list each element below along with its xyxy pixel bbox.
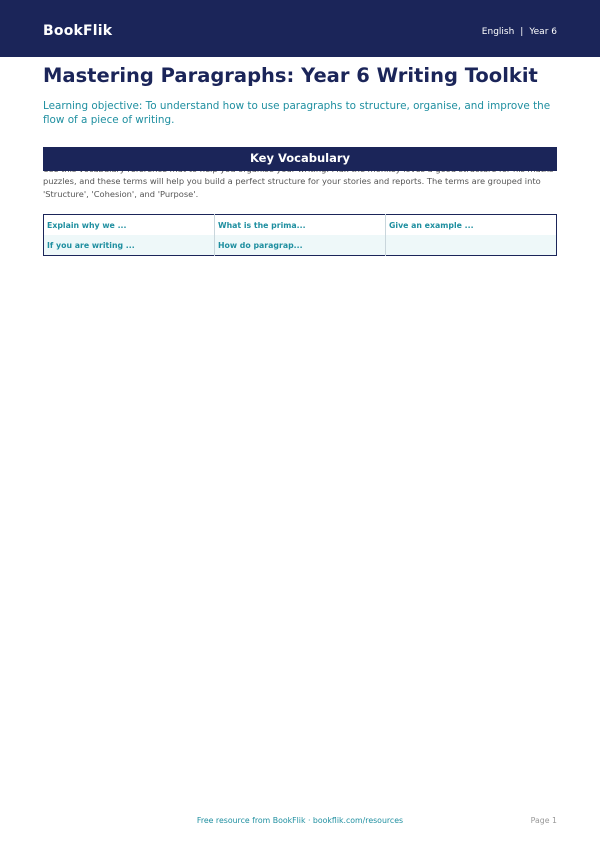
table-cell[interactable]: How do paragrap... <box>215 235 386 256</box>
learning-objective: Learning objective: To understand how to use paragraphs to structure, organise, and improve the flow of a piece of writing. <box>43 100 551 126</box>
table-row <box>44 215 557 236</box>
breadcrumb-year[interactable]: Year 6 <box>529 27 557 37</box>
table-cell[interactable]: Explain why we ... <box>44 215 215 236</box>
section-heading: Key Vocabulary <box>43 147 557 171</box>
vocabulary-table <box>43 214 557 256</box>
header-bar <box>0 0 600 57</box>
table-cell <box>386 235 557 256</box>
table-cell[interactable]: What is the prima... <box>215 215 386 236</box>
section-intro: puzzles, and these terms will help you build a perfect structure for your stories and reports. The terms are grouped into 'Structure', 'Cohesion', and 'Purpose'. <box>43 176 541 199</box>
table-row <box>44 235 557 256</box>
page-number: Page 1 <box>530 816 557 825</box>
breadcrumb-subject[interactable]: English <box>481 27 515 37</box>
breadcrumb <box>482 27 557 37</box>
table-cell[interactable]: If you are writing ... <box>44 235 215 256</box>
page-title: Mastering Paragraphs: Year 6 Writing Toolkit <box>43 64 538 87</box>
breadcrumb-separator: | <box>520 27 524 37</box>
table-cell[interactable]: Give an example ... <box>389 220 474 230</box>
footer-link[interactable]: Free resource from BookFlik · bookflik.com/resources <box>196 816 404 825</box>
brand-logo[interactable]: BookFlik <box>43 23 113 39</box>
